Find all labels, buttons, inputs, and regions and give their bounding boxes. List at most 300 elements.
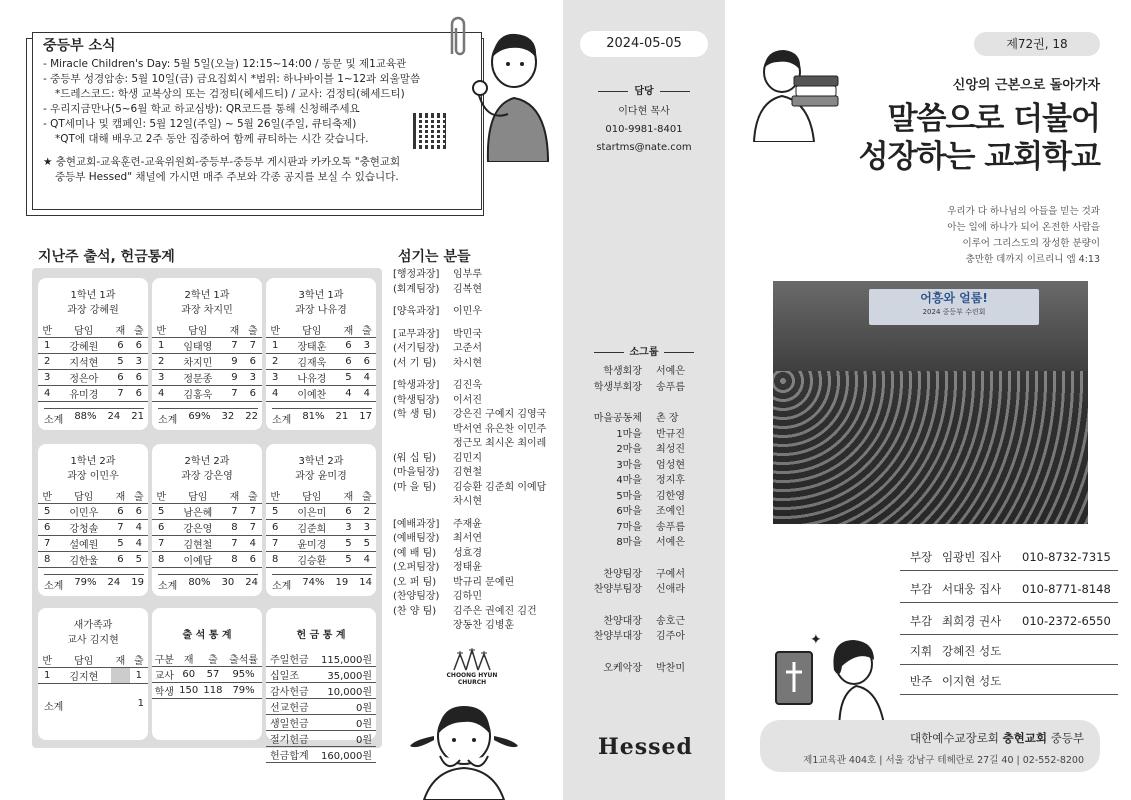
- table-row: [152, 683, 262, 699]
- volunteer-names: 김승환 김준희 이예담: [453, 481, 547, 493]
- table-cell: 이예담: [170, 552, 225, 568]
- table-row: [38, 668, 148, 684]
- small-group-row: [563, 364, 725, 380]
- news-notice-2: 중등부 Hessed" 채널에 가시면 매주 주보와 각종 공지를 보실 수 있습니다.: [55, 171, 399, 183]
- class-lead: 과장 차지민: [181, 305, 233, 316]
- column-header: 재: [111, 488, 129, 504]
- table-row: [152, 338, 262, 354]
- table-cell: 4: [266, 386, 284, 402]
- column-header: 재: [225, 488, 243, 504]
- group-role: 1마을: [616, 428, 642, 440]
- attendance-card: [152, 608, 262, 740]
- table-row: [266, 520, 376, 536]
- table-cell: 학생: [152, 683, 177, 699]
- table-cell: 2: [38, 354, 56, 370]
- volunteer-names: 김하민: [453, 591, 482, 602]
- column-header: 담임: [56, 652, 111, 668]
- offering-label: 십일조: [266, 667, 314, 683]
- table-row: [266, 747, 376, 763]
- class-table: [152, 322, 262, 402]
- volunteer-row: [393, 283, 563, 298]
- group-leader: 서예은: [656, 366, 685, 377]
- column-header: 출: [358, 488, 376, 504]
- group-leader: 송호근: [656, 615, 685, 627]
- table-row: [266, 651, 376, 667]
- small-group-title: 소그룹: [629, 347, 659, 358]
- table-cell: 4: [38, 386, 56, 402]
- table-cell: 6: [152, 520, 170, 536]
- table-row: [38, 504, 148, 520]
- subtotal-cell: 소계: [158, 581, 178, 592]
- table-cell: [111, 668, 129, 684]
- table-cell: 4: [130, 520, 148, 536]
- table-cell: 5: [111, 354, 129, 370]
- small-group-list: [563, 364, 725, 692]
- church-logo-text: [440, 672, 504, 686]
- table-cell: 5: [152, 504, 170, 520]
- table-row: [266, 354, 376, 370]
- subtotal-cell: 소계: [44, 581, 64, 592]
- subtotal-cell: 81%: [302, 411, 325, 422]
- table-cell: 9: [225, 354, 243, 370]
- table-cell: 유미경: [56, 386, 111, 402]
- table-cell: 2: [358, 504, 376, 520]
- table-cell: 김승환: [284, 552, 339, 568]
- small-group-row: [563, 473, 725, 489]
- table-cell: 8: [38, 552, 56, 568]
- table-row: [152, 520, 262, 536]
- volunteer-row: [393, 379, 563, 394]
- staff-name: 강혜진 성도: [942, 643, 1002, 658]
- table-cell: 이민우: [56, 504, 111, 520]
- table-cell: 6: [130, 386, 148, 402]
- staff-name: 이지현 성도: [942, 673, 1002, 688]
- table-cell: 6: [130, 370, 148, 386]
- class-card: [152, 278, 262, 430]
- table-cell: 8: [152, 552, 170, 568]
- staff-phone[interactable]: 010-2372-6550: [1022, 613, 1111, 628]
- table-cell: 3: [38, 370, 56, 386]
- table-row: [266, 715, 376, 731]
- table-cell: 6: [111, 338, 129, 354]
- subtotal-cell: 32: [221, 411, 235, 422]
- table-cell: 강청솔: [56, 520, 111, 536]
- volunteer-role: (찬양팀장): [393, 591, 440, 602]
- volunteer-role: [예배과장]: [393, 518, 440, 530]
- table-row: [266, 699, 376, 715]
- table-cell: 5: [358, 536, 376, 552]
- volunteer-names: 이민우: [453, 306, 482, 317]
- volunteer-names: 김민지: [453, 452, 482, 464]
- subtotal-cell: 74%: [302, 577, 325, 588]
- group-leader: 반규진: [656, 428, 685, 440]
- table-cell: 7: [152, 536, 170, 552]
- table-cell: 1: [130, 668, 148, 684]
- volunteer-role: (예배팀장): [393, 533, 440, 544]
- staff-name: 임광빈 집사: [942, 549, 1002, 564]
- volunteer-role: (서 기 팀): [393, 357, 437, 369]
- staff-row: [900, 667, 1118, 695]
- table-cell: 김준희: [284, 520, 339, 536]
- verse-line: 이루어 그리스도의 장성한 분량이: [962, 238, 1100, 249]
- class-subtotal: [272, 408, 372, 426]
- table-cell: 이예찬: [284, 386, 339, 402]
- table-cell: 4: [130, 536, 148, 552]
- table-cell: 2: [152, 354, 170, 370]
- footer-org-suffix: 중등부: [1047, 731, 1084, 745]
- table-row: [38, 520, 148, 536]
- small-group-row: [563, 567, 725, 583]
- table-row: [38, 338, 148, 354]
- table-cell: 7: [38, 536, 56, 552]
- group-role: 오케악장: [603, 662, 642, 674]
- subtotal-cell: 소계: [44, 702, 64, 713]
- table-cell: 6: [111, 370, 129, 386]
- staff-role: 부감: [909, 581, 933, 596]
- table-cell: 임태영: [170, 338, 225, 354]
- staff-row: [900, 575, 1118, 603]
- table-cell: 6: [358, 354, 376, 370]
- table-cell: 6: [244, 386, 262, 402]
- table-cell: 4: [358, 552, 376, 568]
- class-lead: 과장 나유경: [295, 305, 347, 316]
- group-leader: 송푸름: [656, 381, 685, 393]
- table-cell: 3: [130, 354, 148, 370]
- staff-row: [900, 543, 1118, 571]
- small-group-row: [563, 661, 725, 677]
- table-cell: 95%: [225, 667, 262, 683]
- group-leader: 송푸름: [656, 521, 685, 533]
- news-line: - QT세미나 및 캠페인: 5월 12일(주일) ~ 5월 26일(주일, 큐티축제): [43, 118, 357, 130]
- table-cell: 강혜원: [56, 338, 111, 354]
- issue-badge: 제72권, 18: [974, 32, 1100, 56]
- headline: [740, 100, 1100, 176]
- headline-line-2: 성장하는 교회학교: [858, 139, 1100, 175]
- subtotal-cell: 24: [107, 577, 121, 588]
- volunteer-names: 정근모 최시온 최이레: [453, 438, 547, 449]
- table-row: [266, 386, 376, 402]
- volunteer-row: [393, 495, 563, 510]
- table-cell: 3: [358, 520, 376, 536]
- verse-line: 충만한 데까지 이르리니 엡 4:13: [965, 254, 1100, 265]
- column-header: 출석률: [225, 651, 262, 667]
- volunteer-row: [393, 342, 563, 357]
- table-cell: 6: [130, 338, 148, 354]
- table-row: [38, 354, 148, 370]
- volunteer-names: 차시현: [453, 496, 482, 507]
- table-row: [38, 386, 148, 402]
- volunteer-row: [393, 518, 563, 533]
- class-table: [38, 652, 148, 684]
- column-header: 출: [244, 322, 262, 338]
- table-cell: 5: [130, 552, 148, 568]
- table-cell: 강은영: [170, 520, 225, 536]
- volunteer-role: [양육과장]: [393, 306, 440, 317]
- table-cell: 설예원: [56, 536, 111, 552]
- table-cell: 윤미경: [284, 536, 339, 552]
- news-line: *QT에 대해 배우고 2주 동안 집중하여 함께 큐티하는 시간 갖습니다.: [55, 133, 369, 145]
- table-cell: 김지현: [56, 668, 111, 684]
- table-cell: 2: [266, 354, 284, 370]
- logo-line-2: CHURCH: [457, 679, 487, 686]
- small-group-row: [563, 504, 725, 520]
- hessed-brand: Hessed: [598, 734, 693, 760]
- subtotal-cell: 17: [359, 411, 372, 422]
- volunteer-names: 임부루: [453, 269, 482, 280]
- volunteer-names: 김복현: [453, 283, 482, 295]
- volunteer-role: [393, 495, 453, 510]
- table-cell: 장태훈: [284, 338, 339, 354]
- table-cell: 7: [266, 536, 284, 552]
- offering-amount: 0원: [314, 715, 376, 731]
- group-leader: 박찬미: [656, 662, 685, 674]
- table-cell: 6: [266, 520, 284, 536]
- subtotal-cell: 24: [107, 411, 121, 422]
- class-grade: 1학년 1과: [70, 290, 116, 301]
- group-role: 7마을: [616, 521, 642, 533]
- volunteer-role: (학 생 팀): [393, 409, 437, 420]
- class-table: [38, 488, 148, 568]
- table-cell: 7: [244, 520, 262, 536]
- offering-amount: 35,000원: [314, 667, 376, 683]
- column-header: 반: [38, 322, 56, 338]
- volunteer-row: [393, 605, 563, 620]
- subtotal-cell: 19: [335, 577, 349, 588]
- attendance-title: 출 석 통 계: [182, 630, 232, 641]
- table-cell: 차지민: [170, 354, 225, 370]
- staff-role: 부감: [909, 613, 933, 628]
- column-header: 출: [201, 651, 225, 667]
- group-role: 학생회장: [603, 366, 642, 377]
- offering-card: [266, 608, 376, 762]
- volunteer-row: [393, 561, 563, 576]
- group-role: 찬양팀장: [603, 568, 642, 580]
- column-header: 반: [38, 652, 56, 668]
- table-row: [266, 504, 376, 520]
- table-row: [38, 370, 148, 386]
- volunteer-names: 김현철: [453, 467, 482, 478]
- table-cell: 118: [201, 683, 225, 699]
- subtotal-cell: 21: [131, 411, 144, 422]
- group-leader: 서예은: [656, 537, 685, 548]
- small-group-row: [563, 458, 725, 474]
- volunteer-role: [교무과장]: [393, 328, 440, 340]
- table-cell: 3: [266, 370, 284, 386]
- news-line: *드레스코드: 학생 교복상의 또는 검정티(헤세드티) / 교사: 검정티(헤세드티): [55, 88, 405, 100]
- table-cell: 정문종: [170, 370, 225, 386]
- volunteer-names: 이서진: [453, 394, 482, 406]
- table-row: [266, 683, 376, 699]
- subtotal-cell: 79%: [74, 577, 97, 588]
- group-role: 학생부회장: [593, 381, 642, 393]
- photo-banner: [869, 289, 1039, 325]
- table-cell: 4: [339, 386, 357, 402]
- table-cell: 60: [177, 667, 201, 683]
- news-box: [32, 32, 482, 210]
- volunteer-names: 박민국: [453, 328, 482, 340]
- volunteer-row: [393, 576, 563, 591]
- charge-title: 담당: [634, 86, 654, 97]
- class-card: [266, 278, 376, 430]
- group-leader: 조예인: [656, 506, 685, 517]
- staff-phone[interactable]: 010-8771-8148: [1022, 581, 1111, 596]
- volunteer-row: [393, 394, 563, 409]
- class-table: [266, 488, 376, 568]
- verse-line: 우리가 다 하나님의 아들을 믿는 것과: [947, 206, 1100, 217]
- table-cell: 남은혜: [170, 504, 225, 520]
- subtotal-cell: 소계: [158, 415, 178, 426]
- volunteer-role: [393, 423, 453, 438]
- table-row: [152, 370, 262, 386]
- volunteer-names: 장동찬 김병훈: [453, 620, 515, 631]
- subtotal-cell: 19: [131, 577, 144, 588]
- table-cell: 5: [339, 536, 357, 552]
- column-header: 출: [358, 322, 376, 338]
- table-cell: 4: [358, 370, 376, 386]
- volunteer-role: (마을팀장): [393, 467, 440, 478]
- staff-role: 지휘: [909, 643, 933, 658]
- volunteer-row: [393, 452, 563, 467]
- column-header: 재: [225, 322, 243, 338]
- table-cell: 7: [225, 536, 243, 552]
- offering-label: 선교헌금: [266, 699, 314, 715]
- table-cell: 6: [111, 552, 129, 568]
- subtotal-cell: 24: [245, 577, 258, 588]
- table-row: [266, 552, 376, 568]
- subtotal-cell: 소계: [44, 415, 64, 426]
- table-cell: 1: [266, 338, 284, 354]
- table-row: [38, 536, 148, 552]
- volunteer-role: (워 십 팀): [393, 452, 437, 464]
- news-line: - 우리지금만나(5~6월 학교 하교심방): QR코드를 통해 신청해주세요: [43, 103, 360, 115]
- table-cell: 6: [339, 338, 357, 354]
- class-grade: 2학년 2과: [184, 456, 230, 467]
- table-cell: 6: [244, 354, 262, 370]
- offering-amount: 0원: [314, 699, 376, 715]
- class-lead: 교사 김지현: [67, 635, 119, 646]
- volunteer-list: [393, 268, 563, 642]
- volunteer-names: 최서연: [453, 533, 482, 544]
- offering-label: 생일헌금: [266, 715, 314, 731]
- qr-code[interactable]: [413, 113, 449, 149]
- table-row: [266, 731, 376, 747]
- group-role: 3마을: [616, 459, 642, 471]
- volunteer-names: 박서연 유은찬 이민주: [453, 423, 547, 435]
- small-group-row: [563, 489, 725, 505]
- staff-role: 반주: [909, 673, 933, 688]
- table-cell: 김현철: [170, 536, 225, 552]
- table-cell: 3: [339, 520, 357, 536]
- subtotal-cell: 69%: [188, 411, 211, 422]
- volunteer-row: [393, 328, 563, 343]
- volunteer-names: 정태윤: [453, 562, 482, 573]
- column-header: 반: [152, 488, 170, 504]
- news-line: - Miracle Children's Day: 5월 5일(오늘) 12:15~14:00 / 동문 및 제1교육관: [43, 58, 407, 70]
- column-header: 담임: [170, 488, 225, 504]
- class-table: [266, 322, 376, 402]
- column-header: 재: [111, 652, 129, 668]
- group-role: 찬양부대장: [593, 631, 642, 642]
- staff-phone[interactable]: 010-8732-7315: [1022, 549, 1111, 564]
- logo-line-1: CHOONG HYUN: [446, 672, 498, 679]
- subtotal-cell: 소계: [272, 581, 292, 592]
- table-cell: 8: [266, 552, 284, 568]
- group-role: 8마을: [616, 537, 642, 548]
- group-role: 4마을: [616, 475, 642, 486]
- small-group-row: [563, 614, 725, 630]
- pastor-phone[interactable]: 010-9981-8401: [605, 124, 683, 135]
- subtotal-cell: 21: [335, 411, 349, 422]
- offering-label: 주일헌금: [266, 651, 314, 667]
- table-cell: 7: [111, 386, 129, 402]
- staff-role: 부장: [909, 549, 933, 564]
- volunteers-title: 섬기는 분들: [398, 249, 471, 265]
- table-cell: 1: [152, 338, 170, 354]
- group-leader: 김한영: [656, 490, 685, 502]
- table-cell: 7: [244, 338, 262, 354]
- charge-heading: [563, 84, 725, 99]
- column-header: 반: [266, 322, 284, 338]
- offering-label: 헌금합계: [266, 747, 314, 763]
- subtotal-cell: 88%: [74, 411, 97, 422]
- group-leader: 정지후: [656, 475, 685, 486]
- class-lead: 과장 윤미경: [295, 471, 347, 482]
- crowd: [773, 371, 1088, 524]
- table-row: [266, 536, 376, 552]
- divider: [664, 352, 694, 353]
- divider: [660, 91, 690, 92]
- column-header: 담임: [284, 488, 339, 504]
- news-notice: ★ 충현교회-교육훈련-교육위원회-중등부-중등부 게시판과 카카오톡 "충현교회: [43, 156, 401, 168]
- headline-line-1: 말씀으로 더불어: [887, 101, 1100, 137]
- volunteer-role: (마 을 팀): [393, 481, 437, 493]
- volunteer-row: [393, 268, 563, 283]
- table-row: [152, 354, 262, 370]
- offering-amount: 115,000원: [314, 651, 376, 667]
- table-cell: 8: [225, 520, 243, 536]
- pastor-email[interactable]: startms@nate.com: [596, 142, 692, 153]
- volunteer-row: [393, 437, 563, 452]
- offering-amount: 0원: [314, 731, 376, 747]
- subtotal-cell: 80%: [188, 577, 211, 588]
- attendance-table: [152, 651, 262, 699]
- class-lead: 과장 강혜원: [67, 305, 119, 316]
- small-group-row: [563, 411, 725, 427]
- small-group-row: [563, 520, 725, 536]
- table-cell: 3: [244, 370, 262, 386]
- volunteer-row: [393, 408, 563, 423]
- table-cell: 나유경: [284, 370, 339, 386]
- column-header: 재: [339, 488, 357, 504]
- class-subtotal: [158, 574, 258, 592]
- class-subtotal: [158, 408, 258, 426]
- staff-row: [900, 637, 1118, 665]
- group-role: 찬양부팀장: [593, 584, 642, 595]
- class-grade: 2학년 1과: [184, 290, 230, 301]
- table-cell: 6: [130, 504, 148, 520]
- table-cell: 김재욱: [284, 354, 339, 370]
- table-cell: 교사: [152, 667, 177, 683]
- offering-table: [266, 651, 376, 763]
- table-cell: 1: [38, 338, 56, 354]
- table-cell: 7: [244, 504, 262, 520]
- table-cell: 6: [111, 504, 129, 520]
- date-badge: 2024-05-05: [580, 31, 708, 57]
- offering-amount: 160,000원: [314, 747, 376, 763]
- table-cell: 1: [38, 668, 56, 684]
- table-row: [152, 536, 262, 552]
- table-cell: 5: [38, 504, 56, 520]
